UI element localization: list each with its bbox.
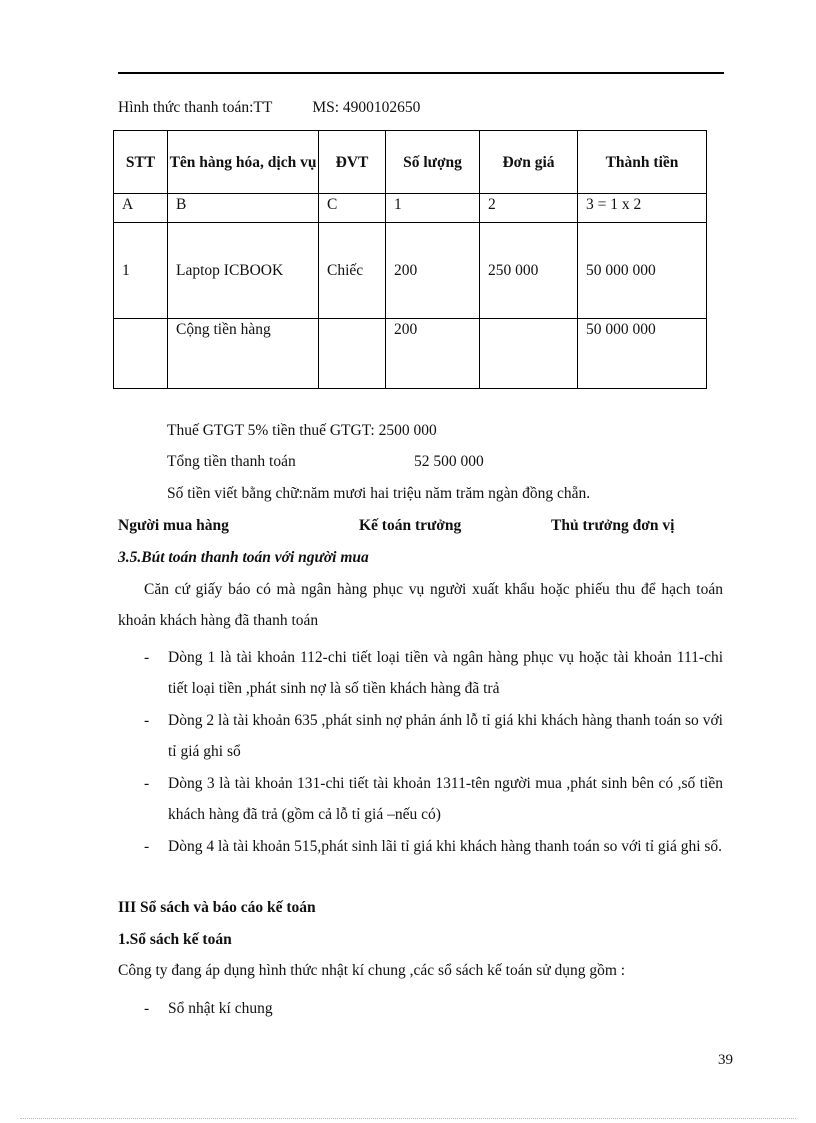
cell-amount: 50 000 000 xyxy=(578,223,707,319)
cell-total-quantity: 200 xyxy=(386,319,480,389)
list-item xyxy=(140,768,723,830)
cell-unit-price xyxy=(480,319,578,389)
cell-total-amount: 50 000 000 xyxy=(578,319,707,389)
table-header-row xyxy=(114,131,707,194)
code-cell: 2 xyxy=(480,194,578,223)
footer-rule xyxy=(20,1118,796,1119)
signature-buyer: Người mua hàng xyxy=(118,517,229,534)
total-payment-value: 52 500 000 xyxy=(414,453,484,470)
cell-total-label: Cộng tiền hàng xyxy=(168,319,319,389)
col-header-unit-price: Đơn giá xyxy=(480,131,578,194)
cell-unit: Chiếc xyxy=(319,223,386,319)
section-heading-3-5: 3.5.Bút toán thanh toán với người mua xyxy=(118,549,369,566)
bullet-dash: - xyxy=(144,775,150,792)
bullet-dash: - xyxy=(144,649,150,666)
paragraph: Công ty đang áp dụng hình thức nhật kí chung ,các sổ sách kế toán sử dụng gồm : xyxy=(118,962,626,979)
total-payment-line xyxy=(167,453,484,471)
payment-line xyxy=(118,99,420,117)
bullet-dash: - xyxy=(144,712,150,729)
total-payment-label: Tổng tiền thanh toán xyxy=(167,453,296,470)
code-cell: 3 = 1 x 2 xyxy=(578,194,707,223)
list-item xyxy=(140,993,751,1024)
list-item-text: Dòng 3 là tài khoản 131-chi tiết tài khoản 1311-tên người mua ,phát sinh bên có ,số tiền khách hàng đã trả (gồm cả lỗ tỉ giá –nếu có) xyxy=(168,775,723,823)
paragraph: Căn cứ giấy báo có mà ngân hàng phục vụ người xuất khẩu hoặc phiếu thu để hạch toán khoản khách hàng đã thanh toán xyxy=(118,581,723,629)
bullet-list xyxy=(140,642,723,863)
section-heading-III: III Sổ sách và báo cáo kế toán xyxy=(118,899,316,916)
list-item-text: Dòng 4 là tài khoản 515,phát sinh lãi tỉ giá khi khách hàng thanh toán so với tỉ giá ghi sổ. xyxy=(168,838,723,855)
invoice-table xyxy=(113,130,707,389)
vat-line: Thuế GTGT 5% tiền thuế GTGT: 2500 000 xyxy=(167,422,437,439)
list-item xyxy=(140,831,723,862)
amount-in-words: Số tiền viết bằng chữ:năm mươi hai triệu năm trăm ngàn đồng chẵn. xyxy=(167,485,591,502)
cell-goods: Laptop ICBOOK xyxy=(168,223,319,319)
signature-chief-accountant: Kế toán trưởng xyxy=(359,517,462,534)
header-rule xyxy=(118,72,724,74)
code-cell: B xyxy=(168,194,319,223)
table-total-row xyxy=(114,319,707,389)
table-code-row xyxy=(114,194,707,223)
signature-head-of-unit: Thủ trưởng đơn vị xyxy=(551,517,675,534)
list-item-text: Sổ nhật kí chung xyxy=(168,1000,273,1017)
cell-quantity: 200 xyxy=(386,223,480,319)
col-header-amount: Thành tiền xyxy=(578,131,707,194)
list-item-text: Dòng 2 là tài khoản 635 ,phát sinh nợ phản ánh lỗ tỉ giá khi khách hàng thanh toán so với tỉ giá ghi sổ xyxy=(168,712,723,760)
code-cell: 1 xyxy=(386,194,480,223)
cell-unit-price: 250 000 xyxy=(480,223,578,319)
col-header-unit: ĐVT xyxy=(319,131,386,194)
payment-method: Hình thức thanh toán:TT xyxy=(118,99,273,116)
list-item xyxy=(140,642,723,704)
col-header-goods: Tên hàng hóa, dịch vụ xyxy=(168,131,319,194)
bullet-dash: - xyxy=(144,1000,150,1017)
col-header-quantity: Số lượng xyxy=(386,131,480,194)
code-cell: C xyxy=(319,194,386,223)
tax-code: MS: 4900102650 xyxy=(312,99,421,116)
code-cell: A xyxy=(114,194,168,223)
section-heading-1: 1.Sổ sách kế toán xyxy=(118,931,232,948)
col-header-stt: STT xyxy=(114,131,168,194)
cell-stt: 1 xyxy=(114,223,168,319)
list-item-text: Dòng 1 là tài khoản 112-chi tiết loại tiền và ngân hàng phục vụ hoặc tài khoản 111-chi tiết loại tiền ,phát sinh nợ là số tiền khách hàng đã trả xyxy=(168,649,723,697)
bullet-dash: - xyxy=(144,838,150,855)
list-item xyxy=(140,705,723,767)
page-number: 39 xyxy=(718,1052,733,1068)
cell-unit xyxy=(319,319,386,389)
table-row xyxy=(114,223,707,319)
cell-stt xyxy=(114,319,168,389)
